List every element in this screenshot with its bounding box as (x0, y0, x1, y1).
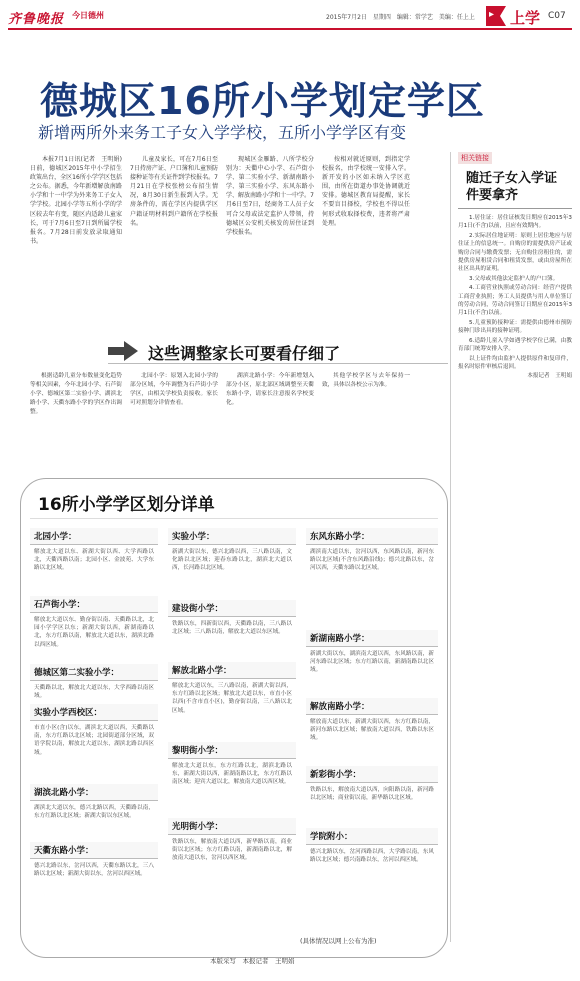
school-name: 建设街小学： (168, 600, 296, 617)
school-district-text: 解放北大道以东、新湖大街以西、大学西路以北，天衢西路以南；北园小区、金波苑、大学东路以北区域。 (34, 549, 154, 572)
adjust-text: 根据适龄儿童分布数量变化趋势等相关因素，今年北园小学、石芦街小学、德城区第二实验小学、湖滨北路小学、天衢东路小学的学区作出调整。 (30, 373, 122, 415)
issue-date-line: 2015年7月2日 星期四 编辑：常学艺 美编：任上上 (326, 14, 475, 21)
school-entry (30, 704, 158, 774)
school-name: 湖滨北路小学： (30, 784, 158, 801)
school-district-text: 解放南大道以东，新湖大街以西，东方红路以南，新河东路以北区域；解放南大道以西，铁路以东区域。 (310, 719, 434, 742)
arrow-icon (108, 341, 138, 361)
school-entry (168, 600, 296, 652)
school-name: 新湖南路小学： (306, 630, 438, 647)
school-entry (306, 828, 438, 896)
sidebar-paragraph: 5.儿童预防接种证：需提供由德州市预防接种门诊出具的接种证明。 (458, 319, 572, 335)
header-rule (8, 28, 572, 30)
school-entry (306, 528, 438, 620)
detail-title: 16所小学学区划分详单 (38, 495, 215, 515)
school-entry (30, 596, 158, 654)
school-district-text: 市直小区(含)以东，湖滨北大道以西，天衢路以南，东方红路以北区域；北园街道部分区域，双语学院以南，解放北大道以东，湖滨北路以西区域。 (34, 725, 154, 756)
school-district-text: 德兴北路以东，岔河西路以西，大学路以南，东风路以北区域；德兴南路以东，岔河以西区域。 (310, 849, 434, 864)
main-headline: 德城区16所小学划定学区 (40, 79, 485, 123)
sidebar-paragraph: 6.适龄儿童入学如遇学校学位已满，由教育部门统筹安排入学。 (458, 337, 572, 353)
section-name: 上学 (510, 9, 541, 27)
school-name: 石芦街小学： (30, 596, 158, 613)
newspaper-logo: 齐鲁晚报 (8, 12, 65, 27)
adjust-text: 北园小学：原划入北园小学的部分区域，今年调整为石芦街小学学区，由相关学校负责接收。家长可对照划分详情查看。 (130, 373, 218, 406)
article-column-4 (322, 155, 410, 330)
sidebar-reporter: 本报记者 王明娟 (527, 373, 572, 380)
page-number: C07 (548, 11, 566, 21)
school-name: 东风东路小学： (306, 528, 438, 545)
school-name: 北园小学： (30, 528, 158, 545)
sidebar-rule (458, 208, 572, 209)
school-entry (306, 766, 438, 818)
school-name: 德城区第二实验小学： (30, 664, 158, 681)
edition-name: 今日德州 (72, 11, 104, 20)
school-district-text: 铁路以东，解放南大道以西，新华路以南，商业街以北区域；东方红路以南，新湖南路以北，解放南大道以东，岔河以西区域。 (172, 839, 292, 862)
school-entry (30, 664, 158, 700)
school-name: 新彩街小学： (306, 766, 438, 783)
adjust-text: 其他学校学区与去年保持一致，具体以各校公示为准。 (322, 373, 410, 388)
byline: 本版采写 本报记者 王明娟 (210, 957, 295, 965)
school-district-text: 解放北大道以东，东方红路以北，湖滨北路以东，新湖大街以西，新湖南路以北，东方红路以南区域；迎宾大道以北，解放南大道以西区域。 (172, 763, 292, 786)
sidebar-paragraph: 1.居住证：居住证核发日期应在2015年3月1日(不含)以前，且应有效期内。 (458, 215, 572, 230)
article-column-2 (130, 155, 218, 330)
school-name: 解放北路小学： (168, 662, 296, 679)
section-subtitle-bar (108, 337, 448, 365)
adjust-text: 湖滨北路小学：今年新增划入部分小区，原北部区域调整至天衢东路小学，请家长注意报名学校变化。 (226, 373, 314, 406)
school-district-text: 铁路以东，解放南大道以西，向阳路以南，新河路以北区域；商业街以南，新华路以北区域。 (310, 787, 434, 802)
school-name: 解放南路小学： (306, 698, 438, 715)
flag-arrow-icon: ▸ (489, 9, 495, 20)
article-text: 本报7月1日讯(记者 王明娟) 日前，德城区2015年中小学招生政策出台，全区16所小学学区包括之公布。据悉，今年新增解放南路小学和十一中学为外来务工子女入学学校。北园小学等五所小学的学区较去年有变，随区内适龄儿童家长，可于7月6日至7日到所属学校报名。7月28日前发放录取通知书。 (30, 156, 129, 245)
school-district-text: 湖滨南大道以东，岔河以西，东风路以南，新河东路以北区域(不含东风路沿线)；德兴北路以东，岔河以西，天衢东路以北区域。 (310, 549, 434, 572)
school-entry (306, 698, 438, 756)
school-entry (30, 528, 158, 584)
school-name: 光明街小学： (168, 818, 296, 835)
adjust-column-1 (30, 372, 122, 462)
article-text: 按相对就近原则，到指定学校报名，由学校统一安排入学。新开发的小区如未纳入学区范围，由所在街道办事处协调就近安排。德城区教育局提醒，家长不要盲目择校，学校也不得以任何形式收取择校费，违者将严肃处理。 (322, 156, 410, 227)
sidebar-divider (450, 152, 451, 942)
school-entry (30, 842, 158, 904)
school-district-text: 湖滨北大道以东，德兴北路以西，天衢路以南，东方红路以北区域；新湖大街以东区域。 (34, 805, 154, 820)
sidebar-paragraph: 2.实际居住地证明：原则上居住地应与居住证上的信息统一。自购房的需提供房产证或购房合同与缴费发票；无自购住房租住的，需提供房屋租赁合同和租赁发票，或由房屋所在社区出具的证明。 (458, 232, 572, 273)
school-name: 天衢东路小学： (30, 842, 158, 859)
sidebar-paragraph: 以上证件均由监护人提供原件和复印件，报名时原件审核后退回。 (458, 355, 572, 370)
section-subtitle: 这些调整家长可要看仔细了 (148, 344, 341, 363)
related-sidebar (458, 152, 572, 942)
school-name: 学院附小： (306, 828, 438, 845)
article-column-1 (30, 155, 129, 330)
school-district-text: 铁路以东，四新街以西，天衢路以南，三八路以北区域；三八路以南，解放北大道以东区域。 (172, 621, 292, 636)
adjust-column-4 (322, 372, 410, 462)
sidebar-paragraph: 3.父母或其他法定监护人的户口簿。 (469, 275, 559, 282)
school-entry (168, 662, 296, 732)
masthead (8, 6, 572, 28)
school-name: 实验小学： (168, 528, 296, 545)
school-entry (168, 528, 296, 590)
school-district-text: 解放北大道以东、勤奋街以南、天衢路以北，北园小学学区以东；新湖大街以西，新湖南路以北，东方红路以南，解放北大道以东，湖滨北路以西区域。 (34, 617, 154, 648)
school-name: 实验小学西校区： (30, 704, 158, 721)
school-entry (168, 818, 296, 890)
article-text: 现城区金雁路、八所学校分别为：天衢中心小学、石芦街小学、第二实验小学、新湖南路小学、第三实验小学、东风东路小学、解放南路小学和十一中学。7月6日至7日，经商务工人员子女可合父母或法定监护人带领，持德城区公安机关核发的居住证到学校报名。 (226, 156, 314, 236)
school-entry (306, 630, 438, 688)
footnote: (具体情况以网上公布为准) (300, 937, 377, 945)
article-text: 儿童及家长，可在7月6日至7日持房产证、户口簿和儿童预防接种证等有关证件到学校报名。7月21日在学校张榜公布招生情况，8月30日新生报到入学。无房条件的，需在学区内提供学区户籍证明材料到户籍所在学校报名。 (130, 156, 218, 227)
sub-headline: 新增两所外来务工子女入学学校，五所小学学区有变 (38, 123, 407, 142)
adjust-column-2 (130, 372, 218, 462)
sidebar-title: 随迁子女入学证件要拿齐 (466, 171, 558, 203)
sidebar-paragraph: 4.工商营业执照或劳动合同：经营户提供工商营业执照；务工人员提供与用人单位签订的劳动合同，劳动合同签订日期应在2015年3月1日(不含)以前。 (458, 285, 572, 317)
detail-rule (30, 518, 438, 519)
sidebar-body (458, 214, 572, 934)
related-tag: 相关链接 (458, 152, 492, 164)
school-district-text: 新湖大街以东，湖滨南大道以西，东风路以南，新河东路以北区域；东方红路以南，新湖南路以北区域。 (310, 651, 434, 674)
section-tab (486, 6, 572, 26)
subtitle-rule (108, 363, 448, 364)
article-column-3 (226, 155, 314, 330)
school-district-text: 新湖大街以东，德兴北路以西，三八路以南，文化路以北区域；迎春东路以北，湖滨北大道以西，长河路以北区域。 (172, 549, 292, 572)
school-entry (168, 742, 296, 808)
school-entry (30, 784, 158, 832)
school-name: 黎明街小学： (168, 742, 296, 759)
adjust-column-3 (226, 372, 314, 462)
school-district-text: 解放北大道以东，三八路以南，新湖大街以西，东方红路以北区域；解放北大道以东，市直小区以西(不含市直小区)，勤奋街以南，三八路以北区域。 (172, 683, 292, 714)
school-district-text: 天衢路以北，解放北大道以东，大学西路以南区域。 (34, 685, 154, 700)
school-district-text: 德兴北路以东，岔河以西，天衢东路以北，三八路以北区域；新湖大街以东，岔河以西区域。 (34, 863, 154, 878)
